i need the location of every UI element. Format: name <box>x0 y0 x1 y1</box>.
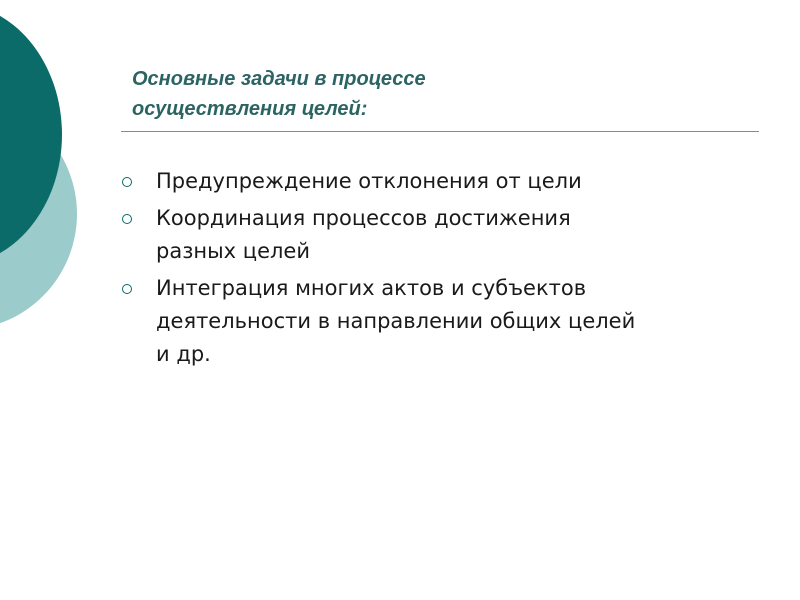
bullet-text-line: деятельности в направлении общих целей <box>156 309 636 333</box>
slide-title <box>132 64 752 124</box>
bullet-text-line: разных целей <box>156 239 310 263</box>
bullet-text-line: и др. <box>156 342 211 366</box>
slide-title-line-2: осуществления целей: <box>132 98 368 120</box>
bullet-list <box>118 165 778 375</box>
bullet-item <box>118 165 778 198</box>
hollow-circle-bullet-icon <box>122 284 132 294</box>
bullet-text-line: Предупреждение отклонения от цели <box>156 169 582 193</box>
title-divider <box>121 131 759 132</box>
hollow-circle-bullet-icon <box>122 177 132 187</box>
bullet-text-line: Интеграция многих актов и субъектов <box>156 276 587 300</box>
bullet-item <box>118 272 778 371</box>
bullet-text-line: Координация процессов достижения <box>156 206 571 230</box>
slide-title-line-1: Основные задачи в процессе <box>132 68 426 90</box>
bullet-item <box>118 202 778 268</box>
hollow-circle-bullet-icon <box>122 214 132 224</box>
